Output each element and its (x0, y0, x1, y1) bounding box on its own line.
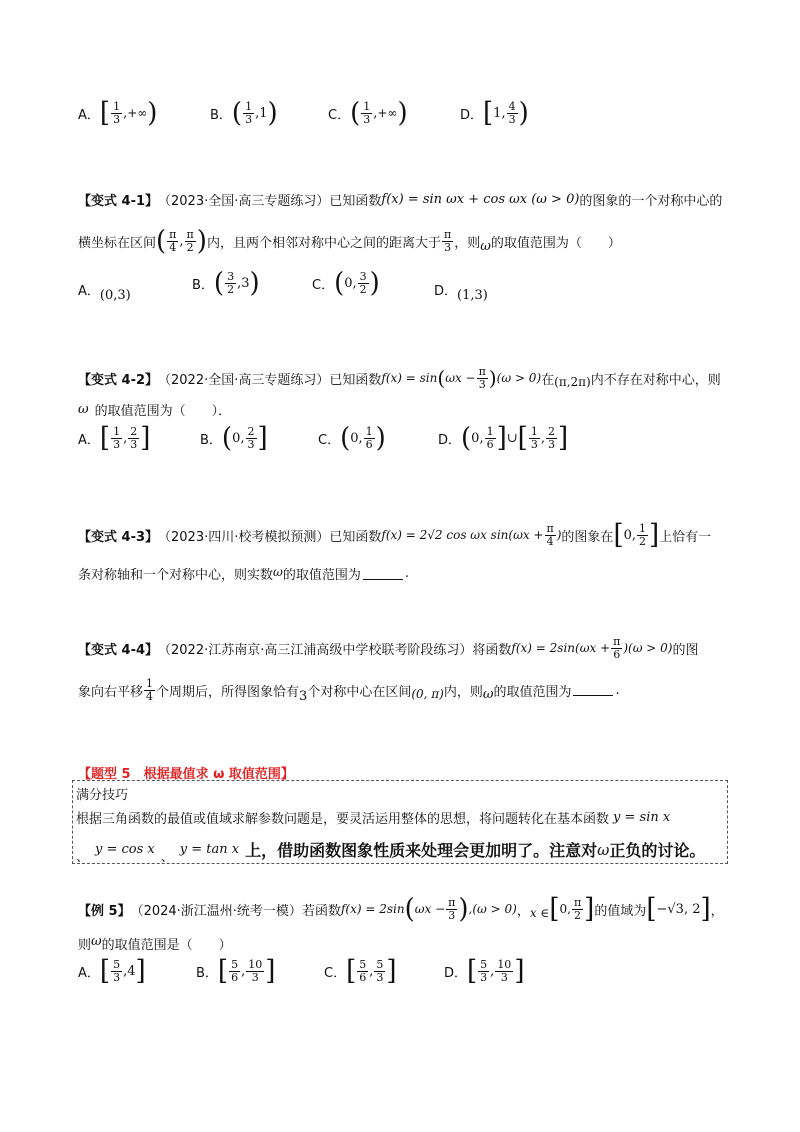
v43-line1: 【变式 4-3】 （2023·四川·校考模拟预测） 已知函数 f(x) = 2√2 cos ωx sin(ωx + $\frac{\pi}{4}$ ) 的图象在 [ 0 , $\frac{1}{2}$ ] 上恰有一 (78, 519, 712, 551)
answer-blank[interactable] (363, 568, 403, 580)
v41-line2: 横坐标在区间 ( $\frac{\pi}{4}$ , $\frac{\pi}{2}$ ) 内，且两个相邻对称中心之间的距离大于 $\frac{\pi}{3}$ ，则 ω 的取值范围为（ ） (78, 225, 621, 257)
ex5-option-d[interactable]: D． [ $\frac{5}{3}$ , $\frac{10}{3}$ ] (444, 955, 525, 987)
prev-option-d[interactable]: D． [ 1 , $\frac{4}{3}$ ) (460, 97, 529, 129)
v42-line2: ω 的取值范围为（ ）． (78, 402, 232, 419)
tips-line2: 、 y = cos x 、 y = tan x 上，借助函数图象性质来处理会更加明了。注意对 ω 正负的讨论。 (76, 840, 706, 865)
ex5-line2: 则 ω 的取值范围是（ ） (78, 934, 232, 953)
type5-heading: 【题型 5 根据最值求 ω 取值范围】 (78, 767, 294, 782)
v42-option-d[interactable]: D． ( 0 , $\frac{1}{6}$ ] ∪ [ $\frac{1}{3}$ , $\frac{2}{3}$ ] (438, 422, 569, 454)
v41-option-a[interactable]: A． (0,3) (78, 284, 131, 303)
v41-option-d[interactable]: D． (1,3) (434, 284, 488, 303)
v44-line1: 【变式 4-4】 （2022·江苏南京·高三江浦高级中学校联考阶段练习） 将函数 f(x) = 2sin(ωx + $\frac{\pi}{6}$ )(ω > 0) 的图 (78, 635, 699, 661)
ex5-option-c[interactable]: C． [ $\frac{5}{6}$ , $\frac{5}{3}$ ] (324, 955, 397, 987)
prev-option-b[interactable]: B． ( $\frac{1}{3}$ , 1 ) (210, 97, 278, 129)
v41-option-c[interactable]: C． ( 0 , $\frac{3}{2}$ ) (312, 267, 380, 299)
v44-line2: 象向右平移 $\frac{1}{4}$ 个周期后，所得图象恰有 3 个对称中心在区间 (0, π) 内，则 ω 的取值范围为 . (78, 677, 620, 704)
ex5-option-b[interactable]: B． [ $\frac{5}{6}$ , $\frac{10}{3}$ ] (196, 955, 276, 987)
v42-option-a[interactable]: A． [ $\frac{1}{3}$ , $\frac{2}{3}$ ] (78, 422, 151, 454)
v43-line2: 条对称轴和一个对称中心，则实数 ω 的取值范围为 . (78, 564, 409, 583)
prev-option-a[interactable]: A． [ $\frac{1}{3}$ , +∞ ) (78, 97, 158, 129)
prev-option-c[interactable]: C． ( $\frac{1}{3}$ , +∞ ) (328, 97, 408, 129)
answer-blank[interactable] (573, 684, 613, 696)
v41-option-b[interactable]: B． ( $\frac{3}{2}$ , 3 ) (192, 267, 260, 299)
tips-line1: 根据三角函数的最值或值域求解参数问题是，要灵活运用整体的思想，将问题转化在基本函数 y = sin x (76, 810, 671, 827)
ex5-option-a[interactable]: A． [ $\frac{5}{3}$ , 4 ] (78, 955, 146, 987)
v42-line1: 【变式 4-2】 （2022·全国·高三专题练习） 已知函数 f(x) = sin ( ωx − $\frac{\pi}{3}$ ) (ω > 0) 在 (π,2π) 内不存在对称中心，则 (78, 365, 721, 391)
v41-line1: 【变式 4-1】 （2023·全国·高三专题练习） 已知函数 f(x) = sin ωx + cos ωx (ω > 0) 的图象的一个对称中心的 (78, 192, 723, 209)
tips-title: 满分技巧 (76, 788, 129, 803)
v42-option-b[interactable]: B． ( 0 , $\frac{2}{3}$ ] (200, 422, 268, 454)
ex5-line1: 【例 5】 （2024·浙江温州·统考一模） 若函数 f(x) = 2sin ( ωx − $\frac{\pi}{3}$ ) ,(ω > 0) ， x ∈ [ 0 , $\frac{\pi}{2}$ ] 的值域为 [ −√3, 2 ] ， (78, 893, 724, 925)
v42-option-c[interactable]: C． ( 0 , $\frac{1}{6}$ ) (318, 422, 386, 454)
